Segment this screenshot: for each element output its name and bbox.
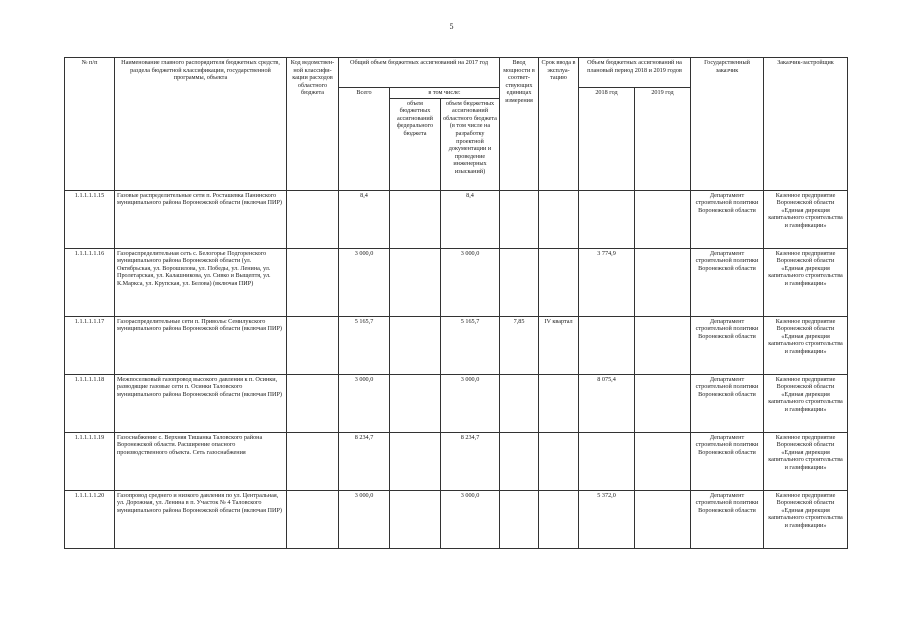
header-term: Срок ввода в эксплуа-тацию: [539, 58, 579, 191]
table-row: [65, 316, 848, 374]
header-2018: 2018 год: [579, 88, 635, 191]
table-row: [65, 432, 848, 490]
cell-code: [287, 374, 339, 432]
cell-developer: Казенное предприятие Воронежской области «Единая дирекция капитального строительства и газификации»: [764, 490, 848, 548]
cell-name: Межпоселковый газопровод высокого давления к п. Осинки, разводящие газовые сети п. Осинки Таловского муниципального района Воронежской области (включая ПИР): [115, 374, 287, 432]
cell-term: [539, 248, 579, 316]
cell-total: 3 000,0: [339, 490, 390, 548]
cell-num: 1.1.1.1.1.20: [65, 490, 115, 548]
cell-num: 1.1.1.1.1.18: [65, 374, 115, 432]
table-row: [65, 248, 848, 316]
cell-num: 1.1.1.1.1.15: [65, 190, 115, 248]
cell-total: 8 234,7: [339, 432, 390, 490]
cell-developer: Казенное предприятие Воронежской области «Единая дирекция капитального строительства и газификации»: [764, 316, 848, 374]
cell-developer: Казенное предприятие Воронежской области «Единая дирекция капитального строительства и газификации»: [764, 190, 848, 248]
cell-developer: Казенное предприятие Воронежской области «Единая дирекция капитального строительства и газификации»: [764, 374, 848, 432]
table-row: [65, 374, 848, 432]
cell-term: [539, 190, 579, 248]
header-capacity: Ввод мощности в соответ-ствующих единицах измерения: [500, 58, 539, 191]
cell-num: 1.1.1.1.1.19: [65, 432, 115, 490]
cell-2018: [579, 316, 635, 374]
cell-code: [287, 248, 339, 316]
cell-capacity: [500, 432, 539, 490]
cell-2018: [579, 432, 635, 490]
cell-2019: [635, 374, 691, 432]
cell-name: Газоснабжение с. Верхняя Тишанка Таловского района Воронежской области. Расширение опасного производственного объекта. Сеть газоснабжения: [115, 432, 287, 490]
cell-name: Газопровод среднего и низкого давления по ул. Центральная, ул. Дорожная, ул. Ленина в п. Участок № 4 Таловского муниципального района Воронежской области (включая ПИР): [115, 490, 287, 548]
header-num: № п/п: [65, 58, 115, 191]
header-plan-group: Объем бюджетных ассигнований на плановый период 2018 и 2019 годов: [579, 58, 691, 88]
cell-name: Газораспределительные сети п. Привольє Семилукского муниципального района Воронежской области (включая ПИР): [115, 316, 287, 374]
cell-term: [539, 374, 579, 432]
cell-name: Газораспределительная сеть с. Белогорье Подгоренского муниципального района Воронежской области (ул. Октябрьская, ул. Ворошилова, ул. Победы, ул. Ленина, ул. Пролетарская, ул. Калашникова, ул. Сивко и Выщептя, ул. К.Маркса, ул. Крупская, ул. Белова) (включая ПИР): [115, 248, 287, 316]
cell-customer: Департамент строительной политики Воронежской области: [691, 432, 764, 490]
cell-code: [287, 490, 339, 548]
cell-2019: [635, 490, 691, 548]
cell-2018: 8 075,4: [579, 374, 635, 432]
cell-code: [287, 432, 339, 490]
cell-num: 1.1.1.1.1.16: [65, 248, 115, 316]
header-total: Всего: [339, 88, 390, 191]
header-reg: объем бюджетных ассигнований областного бюджета (в том числе на разработку проектной документации и проведение инженерных изысканий): [441, 98, 500, 190]
cell-reg: 8,4: [441, 190, 500, 248]
cell-customer: Департамент строительной политики Воронежской области: [691, 316, 764, 374]
cell-capacity: [500, 248, 539, 316]
cell-reg: 3 000,0: [441, 374, 500, 432]
cell-term: [539, 490, 579, 548]
cell-capacity: [500, 190, 539, 248]
cell-fed: [390, 490, 441, 548]
cell-fed: [390, 190, 441, 248]
header-developer: Заказчик-застройщик: [764, 58, 848, 191]
cell-total: 5 165,7: [339, 316, 390, 374]
cell-total: 8,4: [339, 190, 390, 248]
cell-customer: Департамент строительной политики Воронежской области: [691, 248, 764, 316]
cell-fed: [390, 316, 441, 374]
cell-fed: [390, 248, 441, 316]
table-row: [65, 490, 848, 548]
table-row: [65, 190, 848, 248]
page-number: 5: [449, 22, 454, 31]
cell-2019: [635, 316, 691, 374]
cell-code: [287, 316, 339, 374]
cell-2018: 5 372,0: [579, 490, 635, 548]
cell-2019: [635, 248, 691, 316]
cell-fed: [390, 374, 441, 432]
cell-2018: 3 774,9: [579, 248, 635, 316]
cell-developer: Казенное предприятие Воронежской области «Единая дирекция капитального строительства и газификации»: [764, 432, 848, 490]
cell-total: 3 000,0: [339, 248, 390, 316]
header-2019: 2019 год: [635, 88, 691, 191]
cell-reg: 3 000,0: [441, 248, 500, 316]
cell-reg: 3 000,0: [441, 490, 500, 548]
cell-reg: 8 234,7: [441, 432, 500, 490]
cell-2018: [579, 190, 635, 248]
cell-2019: [635, 432, 691, 490]
header-fed: объем бюджетных ассигнований федерального бюджета: [390, 98, 441, 190]
cell-customer: Департамент строительной политики Воронежской области: [691, 190, 764, 248]
header-code: Код ведомствен-ной классифи-кации расходов областного бюджета: [287, 58, 339, 191]
cell-capacity: [500, 374, 539, 432]
budget-table: [64, 57, 848, 549]
header-total-group: Общий объем бюджетных ассигнований на 2017 год: [339, 58, 500, 88]
cell-customer: Департамент строительной политики Воронежской области: [691, 374, 764, 432]
header-customer: Государственный заказчик: [691, 58, 764, 191]
header-incl: в том числе:: [390, 88, 500, 99]
cell-num: 1.1.1.1.1.17: [65, 316, 115, 374]
cell-term: IV квартал: [539, 316, 579, 374]
cell-fed: [390, 432, 441, 490]
cell-developer: Казенное предприятие Воронежской области «Единая дирекция капитального строительства и газификации»: [764, 248, 848, 316]
cell-reg: 5 165,7: [441, 316, 500, 374]
cell-name: Газовые распределительные сети п. Росташевка Панинского муниципального района Воронежской области (включая ПИР): [115, 190, 287, 248]
cell-total: 3 000,0: [339, 374, 390, 432]
cell-code: [287, 190, 339, 248]
cell-2019: [635, 190, 691, 248]
header-name: Наименование главного распорядителя бюджетных средств, раздела бюджетной классификации, государственной программы, объекта: [115, 58, 287, 191]
cell-capacity: [500, 490, 539, 548]
cell-capacity: 7,85: [500, 316, 539, 374]
cell-term: [539, 432, 579, 490]
cell-customer: Департамент строительной политики Воронежской области: [691, 490, 764, 548]
